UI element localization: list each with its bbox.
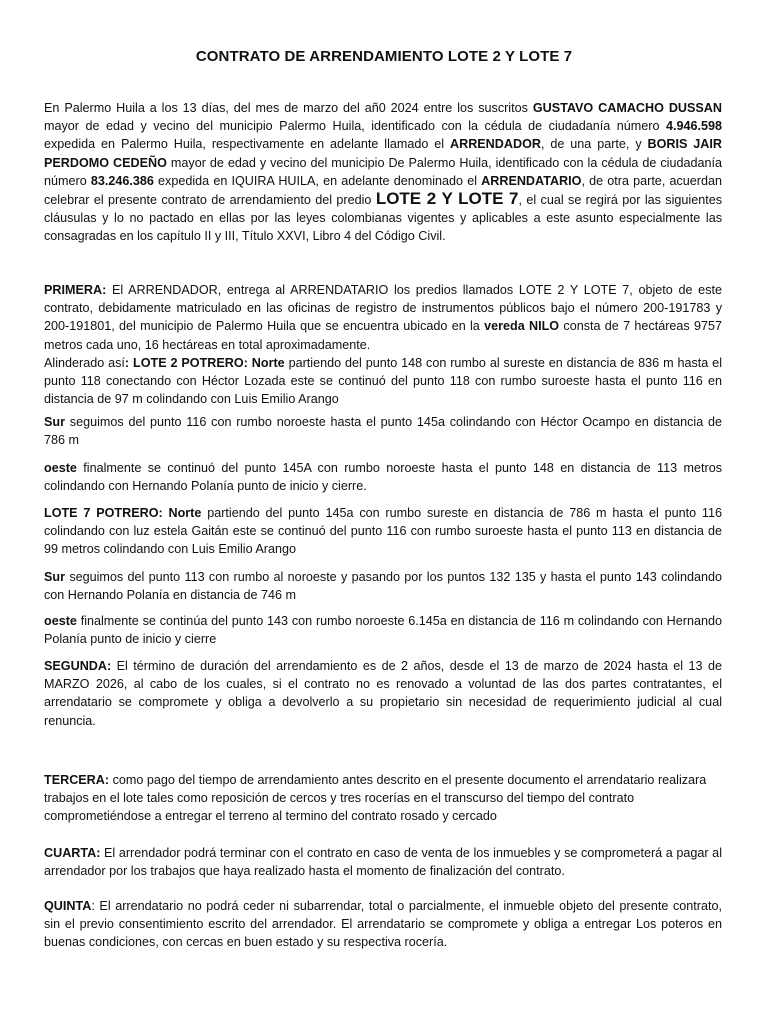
clause-text: Alinderado así <box>44 355 125 370</box>
lote2-oeste <box>44 459 722 495</box>
clause-cuarta <box>44 844 722 880</box>
intro-text: En Palermo Huila a los 13 días, del mes de marzo del añ0 2024 entre los suscritos <box>44 101 533 115</box>
lote2-sur <box>44 413 722 449</box>
property-name: LOTE 2 Y LOTE 7 <box>375 189 519 209</box>
clause-primera <box>44 281 722 408</box>
boundary-label: LOTE 7 POTRERO: Norte <box>44 506 202 520</box>
clause-text: consta de 7 hectáreas 9757 metros cada uno, 16 hectáreas en total aproximadamente. <box>44 319 723 352</box>
boundary-label: oeste <box>44 614 77 628</box>
lessor-id: 4.946.598 <box>665 119 722 134</box>
lote7-sur <box>44 568 722 604</box>
boundary-label: oeste <box>44 461 77 475</box>
lessee-id: 83.246.386 <box>90 173 154 188</box>
boundary-label: Sur <box>44 415 65 429</box>
boundary-text: finalmente se continúa del punto 143 con rumbo noroeste 6.145a en distancia de 116 m colindando con Hernando Polanía punto de inicio y cierre <box>44 614 722 647</box>
boundary-text: finalmente se continuó del punto 145A con rumbo noroeste hasta el punto 148 en distancia de 113 metros colindando con Hernando Polanía punto de inicio y cierre. <box>44 461 722 494</box>
lessee-role: ARRENDATARIO <box>481 173 582 188</box>
boundary-text: partiendo del punto 145a con rumbo sureste en distancia de 786 m hasta el punto 116 colindando con luz estela Gaitán este se continuó del punto 116 con rumbo suroeste hasta el punto 113 en distancia de 99 metros colindando con Luis Emilio Arango <box>44 506 723 557</box>
clause-text: : El arrendatario no podrá ceder ni subarrendar, total o parcialmente, el inmueble objeto del presente contrato, sin el previo consentimiento escrito del arrendador. El arrendatario se compromete y obliga a entregar Los poteros en buenas condiciones, con cercas en buen estado y su respectiva rocería. <box>44 899 722 950</box>
clause-label: SEGUNDA: <box>44 659 112 673</box>
boundary-text: seguimos del punto 113 con rumbo al noroeste y pasando por los puntos 132 135 y hasta el punto 143 colindando con Hernando Polanía en distancia de 746 m <box>44 570 722 603</box>
clause-text: como pago del tiempo de arrendamiento antes descrito en el presente documento el arrendatario realizara trabajos en el lote tales como reposición de cercos y tres rocerías en el transcurso del tiempo del contrato comprometiéndose a entregar el terreno al termino del contrato rosado y cercado <box>44 773 707 824</box>
document-title: CONTRATO DE ARRENDAMIENTO LOTE 2 Y LOTE 7 <box>195 48 573 65</box>
clause-segunda <box>44 657 722 730</box>
boundary-label: Sur <box>44 570 65 584</box>
lessor-name: GUSTAVO CAMACHO DUSSAN <box>532 101 722 115</box>
clause-label: QUINTA <box>44 899 92 913</box>
lote2-norte-label: : LOTE 2 POTRERO: Norte <box>124 355 285 370</box>
intro-text: mayor de edad y vecino del municipio De Palermo Huila, identificado con la cédula de ciudadanía número <box>44 155 723 188</box>
lessee-name: BORIS JAIR PERDOMO CEDEÑO <box>44 137 722 170</box>
clause-text: El arrendador podrá terminar con el contrato en caso de venta de los inmuebles y se comprometerá a pagar al arrendador por los trabajos que haya realizado hasta el momento de finalización del contrato. <box>44 846 722 879</box>
lote7-norte <box>44 504 722 559</box>
lessor-role: ARRENDADOR <box>450 137 541 152</box>
clause-tercera <box>44 771 722 826</box>
intro-text: , el cual se regirá por las siguientes cláusulas y lo no pactado en ellas por las leyes colombianas vigentes y aplicables a este asunto especialmente las consagradas en los capítulo II y III, Título XXVI, Libro 4 del Código Civil. <box>44 193 723 244</box>
boundary-text: seguimos del punto 116 con rumbo noroeste hasta el punto 145a colindando con Héctor Ocampo en distancia de 786 m <box>44 415 722 448</box>
vereda-name: vereda NILO <box>484 319 560 334</box>
clause-text: partiendo del punto 148 con rumbo al sureste en distancia de 836 m hasta el punto 118 conectando con Héctor Lozada este se continuó del punto 118 con rumbo suroeste hasta el punto 116 en distancia de 97 m colindando con Luis Emilio Arango <box>44 355 722 407</box>
clause-quinta <box>44 897 722 952</box>
intro-paragraph <box>44 99 722 246</box>
intro-text: expedida en IQUIRA HUILA, en adelante denominado el <box>153 173 482 188</box>
clause-text: El ARRENDADOR, entrega al ARRENDATARIO los predios llamados LOTE 2 Y LOTE 7, objeto de este contrato, debidamente matriculado en las oficinas de registro de instrumentos públicos bajo el número 200-191783 y 200-191801, del municipio de Palermo Huila que se encuentra ubicado en la <box>44 283 722 334</box>
clause-text: El término de duración del arrendamiento es de 2 años, desde el 13 de marzo de 2024 hasta el 13 de MARZO 2026, al cabo de los cuales, si el contrato no es renovado a voluntad de las dos partes contratantes, el arrendatario se compromete y obliga a devolverlo a su propietario sin necesidad de requerimiento judicial al cual renuncia. <box>44 659 722 728</box>
lote7-oeste <box>44 612 722 648</box>
intro-text: expedida en Palermo Huila, respectivamente en adelante llamado el <box>44 137 450 152</box>
intro-text: , de una parte, y <box>540 137 648 152</box>
intro-text: mayor de edad y vecino del municipio Palermo Huila, identificado con la cédula de ciudadanía número <box>44 119 666 134</box>
clause-label: TERCERA: <box>44 773 110 787</box>
intro-text: , de otra parte, acuerdan celebrar el presente contrato de arrendamiento del predio <box>44 173 722 208</box>
clause-label: PRIMERA: <box>44 283 107 297</box>
clause-label: CUARTA: <box>44 846 101 860</box>
